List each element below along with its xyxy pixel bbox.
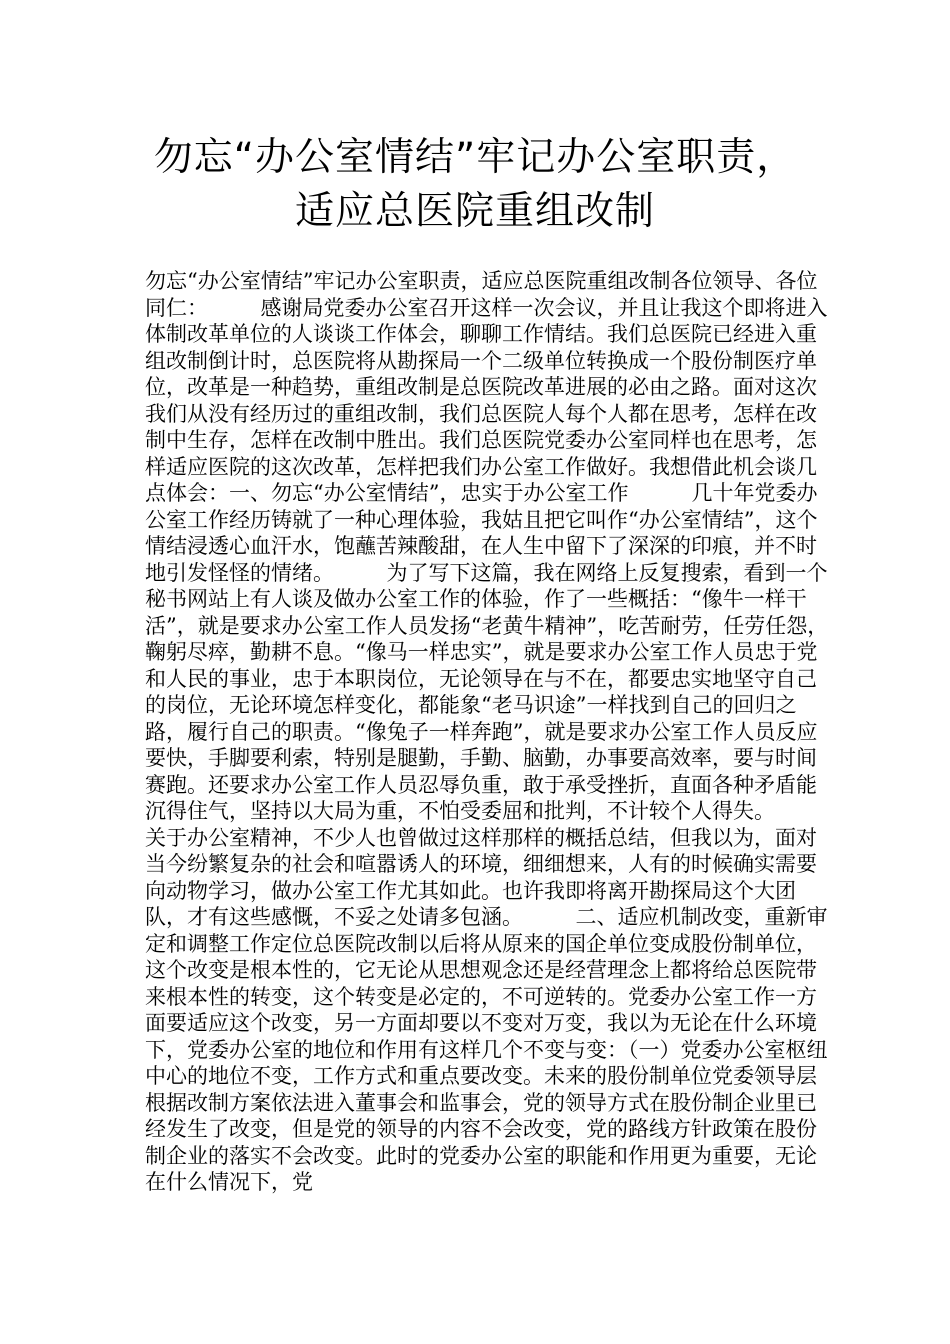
document-body-text: 勿忘“办公室情结”牢记办公室职责，适应总医院重组改制各位领导、各位同仁： 感谢局党委办公室召开这样一次会议，并且让我这个即将进入体制改革单位的人谈谈工作体会，聊聊工作情结。我们总医院已经进入重组改制倒计时，总医院将从勘探局一个二级单位转换成一个股份制医疗单位，改革是一种趋势，重组改制是总医院改革进展的必由之路。面对这次我们从没有经历过的重组改制，我们总医院人每个人都在思考，怎样在改制中生存，怎样在改制中胜出。我们总医院党委办公室同样也在思考，怎样适应医院的这次改革，怎样把我们办公室工作做好。我想借此机会谈几点体会：一、勿忘“办公室情结”，忠实于办公室工作 几十年党委办公室工作经历铸就了一种心理体验，我姑且把它叫作“办公室情结”，这个情结浸透心血汗水，饱蘸苦辣酸甜，在人生中留下了深深的印痕，并不时地引发怪怪的情绪。 为了写下这篇，我在网络上反复搜索，看到一个秘书网站上有人谈及做办公室工作的体验，作了一些概括：“像牛一样干活”，就是要求办公室工作人员发扬“老黄牛精神”，吃苦耐劳，任劳任怨，鞠躬尽瘁，勤耕不息。“像马一样忠实”，就是要求办公室工作人员忠于党和人民的事业，忠于本职岗位，无论领导在与不在，都要忠实地坚守自己的岗位，无论环境怎样变化，都能象“老马识途”一样找到自己的回归之路，履行自己的职责。“像兔子一样奔跑”，就是要求办公室工作人员反应要快，手脚要利索，特别是腿勤，手勤、脑勤，办事要高效率，要与时间赛跑。还要求办公室工作人员忍辱负重，敢于承受挫折，直面各种矛盾能沉得住气，坚持以大局为重，不怕受委屈和批判，不计较个人得失。 关于办公室精神，不少人也曾做过这样那样的概括总结，但我以为，面对当今纷繁复杂的社会和喧嚣诱人的环境，细细想来，人有的时候确实需要向动物学习，做办公室工作尤其如此。也许我即将离开勘探局这个大团队，才有这些感慨，不妥之处请多包涵。 二、适应机制改变，重新审定和调整工作定位总医院改制以后将从原来的国企单位变成股份制单位，这个改变是根本性的，它无论从思想观念还是经营理念上都将给总医院带来根本性的转变，这个转变是必定的，不可逆转的。党委办公室工作一方面要适应这个改变，另一方面却要以不变对万变，我以为无论在什么环境下，党委办公室的地位和作用有这样几个不变与变：（一）党委办公室枢纽中心的地位不变，工作方式和重点要改变。未来的股份制单位党委领导层根据改制方案依法进入董事会和监事会，党的领导方式在股份制企业里已经发生了改变，但是党的领导的内容不会改变，党的路线方针政策在股份制企业的落实不会改变。此时的党委办公室的职能和作用更为重要，无论在什么情况下，党 [145, 269, 829, 1194]
document-title-line-1: 勿忘“办公室情结”牢记办公室职责， [153, 135, 797, 180]
document-title-line-2: 适应总医院重组改制 [294, 189, 655, 234]
